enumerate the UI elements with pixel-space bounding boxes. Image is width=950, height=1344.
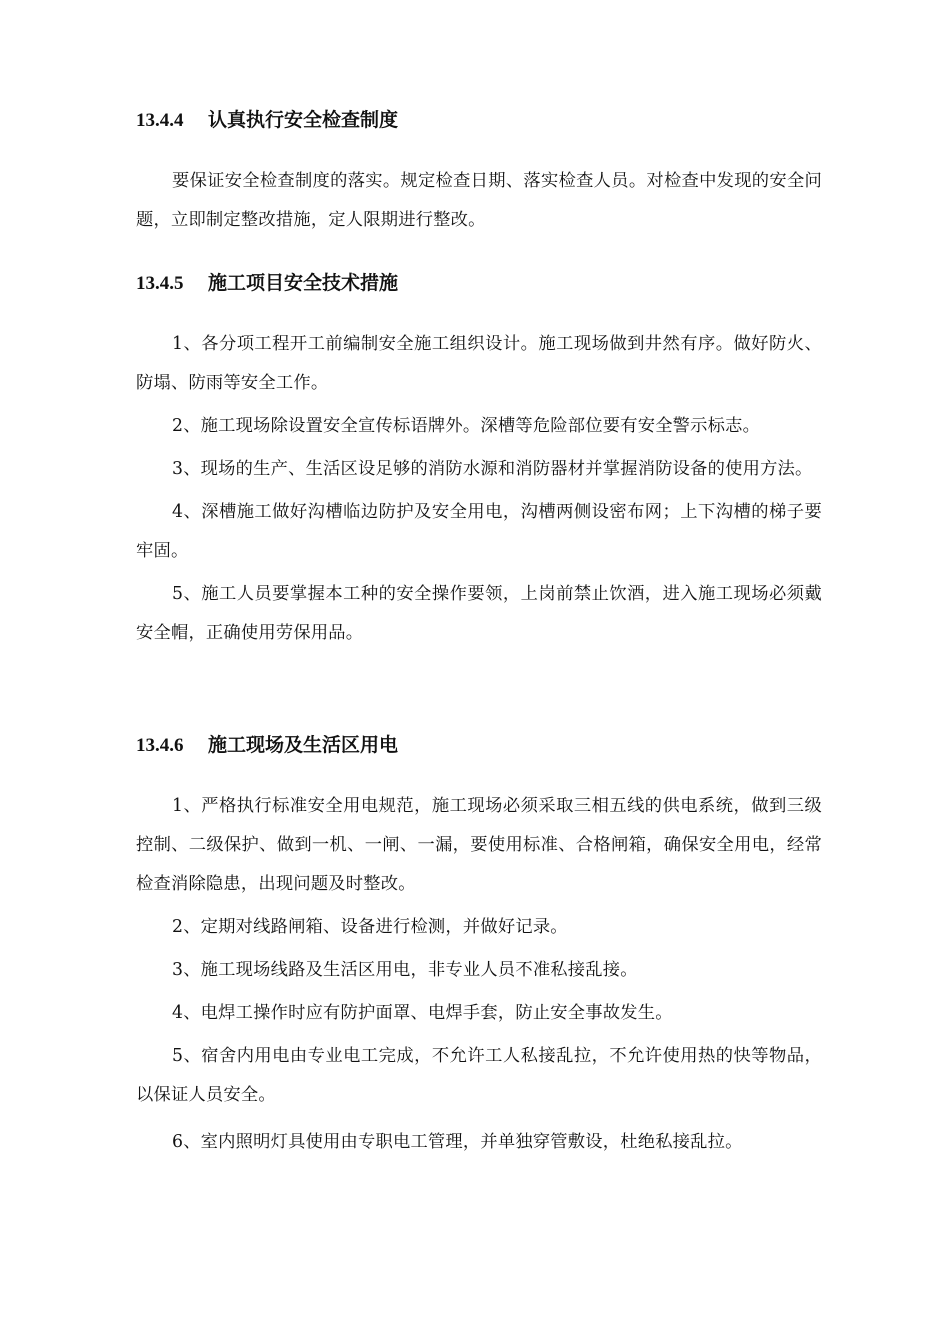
section-body [136, 787, 822, 1162]
section-title: 施工项目安全技术措施 [208, 272, 399, 294]
section-number: 13.4.5 [136, 273, 184, 294]
section-title: 施工现场及生活区用电 [208, 734, 399, 756]
paragraph: 2、定期对线路闸箱、设备进行检测，并做好记录。 [172, 917, 568, 937]
paragraph: 5、宿舍内用电由专业电工完成，不允许工人私接乱拉，不允许使用热的快等物品，以保证人员安全。 [136, 1046, 822, 1105]
section-body [136, 325, 822, 653]
paragraph: 1、各分项工程开工前编制安全施工组织设计。施工现场做到井然有序。做好防火、防塌、防雨等安全工作。 [136, 334, 822, 393]
section-heading [136, 732, 822, 758]
paragraph: 6、室内照明灯具使用由专职电工管理，并单独穿管敷设，杜绝私接乱拉。 [172, 1132, 743, 1152]
paragraph: 要保证安全检查制度的落实。规定检查日期、落实检查人员。对检查中发现的安全问题，立即制定整改措施，定人限期进行整改。 [136, 171, 822, 230]
section-title: 认真执行安全检查制度 [208, 109, 399, 131]
paragraph: 4、电焊工操作时应有防护面罩、电焊手套，防止安全事故发生。 [172, 1003, 673, 1023]
section-number: 13.4.4 [136, 110, 184, 131]
section-number: 13.4.6 [136, 735, 184, 756]
paragraph: 3、施工现场线路及生活区用电，非专业人员不准私接乱接。 [172, 960, 638, 980]
section-13-4-5 [136, 270, 822, 296]
section-heading [136, 107, 822, 133]
paragraph: 2、施工现场除设置安全宣传标语牌外。深槽等危险部位要有安全警示标志。 [172, 416, 761, 436]
section-13-4-4 [136, 107, 822, 133]
section-body [136, 162, 822, 240]
paragraph: 5、施工人员要掌握本工种的安全操作要领，上岗前禁止饮酒，进入施工现场必须戴安全帽，正确使用劳保用品。 [136, 584, 822, 643]
paragraph: 3、现场的生产、生活区设足够的消防水源和消防器材并掌握消防设备的使用方法。 [172, 459, 813, 479]
paragraph: 4、深槽施工做好沟槽临边防护及安全用电，沟槽两侧设密布网；上下沟槽的梯子要牢固。 [136, 502, 822, 561]
section-heading [136, 270, 822, 296]
section-13-4-6 [136, 732, 822, 758]
paragraph: 1、严格执行标准安全用电规范，施工现场必须采取三相五线的供电系统，做到三级控制、二级保护、做到一机、一闸、一漏，要使用标准、合格闸箱，确保安全用电，经常检查消除隐患，出现问题及时整改。 [136, 796, 822, 894]
